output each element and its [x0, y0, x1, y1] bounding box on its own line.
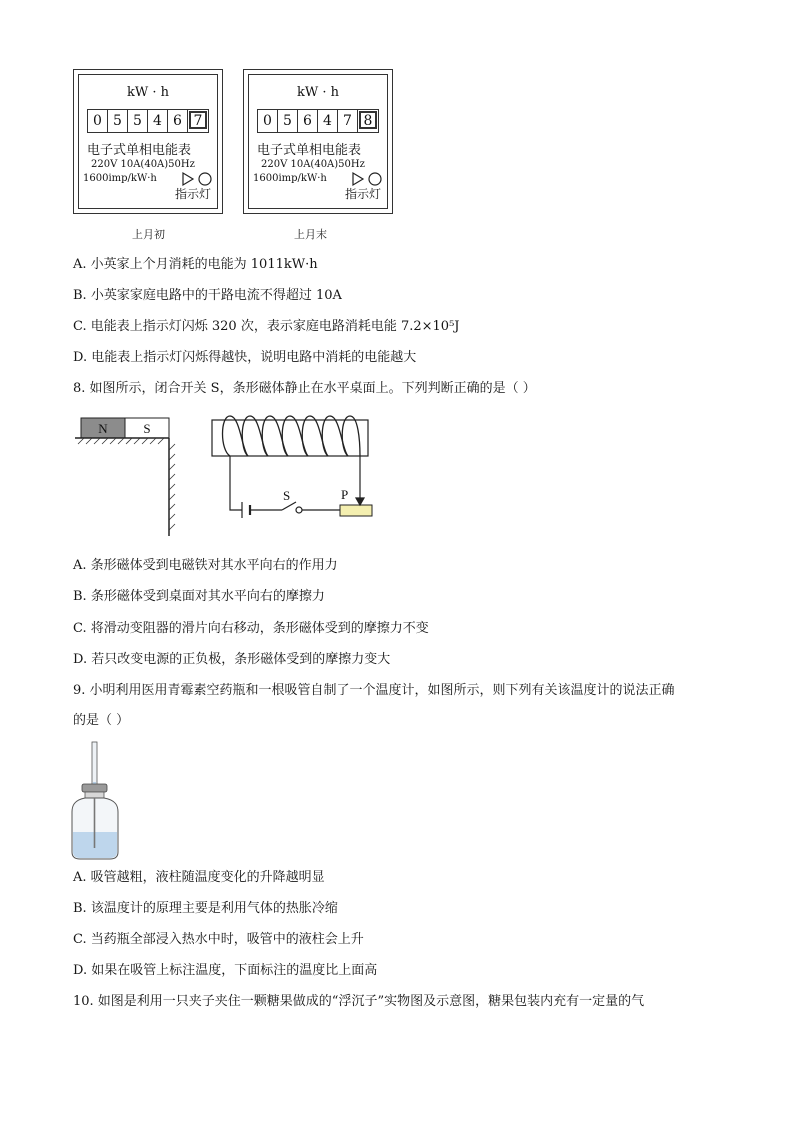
meter-spec-rating: 220V 10A(40A)50Hz: [261, 159, 365, 170]
meter-digit: 6: [298, 110, 318, 132]
meter-digit: 6: [168, 110, 188, 132]
q7-option-b: B. 小英家家庭电路中的干路电流不得超过 10A: [73, 288, 342, 303]
battery-icon: [242, 502, 250, 518]
q8-option-a: A. 条形磁体受到电磁铁对其水平向右的作用力: [73, 558, 338, 573]
q8-stem: 8. 如图所示，闭合开关 S，条形磁体静止在水平桌面上。下列判断正确的是（ ）: [73, 381, 536, 396]
meter-spec-constant: 1600imp/kW·h: [253, 173, 327, 184]
q9-option-b: B. 该温度计的原理主要是利用气体的热胀冷缩: [73, 901, 338, 916]
meter-digit-decimal: 7: [189, 111, 207, 129]
meter-caption: 上月初: [132, 228, 165, 241]
magnet-s-label: S: [143, 421, 151, 436]
meter-spec-constant: 1600imp/kW·h: [83, 173, 157, 184]
q8-option-b: B. 条形磁体受到桌面对其水平向右的摩擦力: [73, 589, 325, 604]
meter-digit: 4: [318, 110, 338, 132]
q8-option-c: C. 将滑动变阻器的滑片向右移动，条形磁体受到的摩擦力不变: [73, 621, 429, 636]
rheostat: [340, 505, 372, 516]
meter-digit: 0: [88, 110, 108, 132]
meter-unit: kW · h: [296, 85, 339, 100]
meter-digit: 4: [148, 110, 168, 132]
meter-digits: [257, 109, 379, 133]
meter-lamp-label: 指示灯: [174, 187, 211, 201]
q8-option-d: D. 若只改变电源的正负极，条形磁体受到的摩擦力变大: [73, 652, 391, 667]
q9-option-d: D. 如果在吸管上标注温度，下面标注的温度比上面高: [73, 963, 378, 978]
meter-digits: [87, 109, 209, 133]
meter-unit: kW · h: [126, 85, 169, 100]
q10-stem: 10. 如图是利用一只夹子夹住一颗糖果做成的“浮沉子”实物图及示意图，糖果包装内充有一定量的气: [73, 994, 645, 1009]
meter-end: [243, 69, 393, 214]
q7-option-c: C. 电能表上指示灯闪烁 320 次，表示家庭电路消耗电能 7.2×10⁵J: [73, 319, 460, 334]
q9-option-a: A. 吸管越粗，液柱随温度变化的升降越明显: [73, 870, 325, 885]
switch-label: S: [283, 488, 291, 503]
meter-digit-decimal: 8: [359, 111, 377, 129]
bottle-neck: [85, 792, 104, 798]
electromagnet-diagram: [70, 410, 390, 540]
q9-stem-line2: 的是（ ）: [73, 713, 130, 728]
slider-arrow: [356, 470, 364, 505]
meter-lamp-label: 指示灯: [344, 187, 381, 201]
thermometer-bottle-diagram: [68, 740, 128, 862]
q9-option-c: C. 当药瓶全部浸入热水中时，吸管中的液柱会上升: [73, 932, 364, 947]
meter-digit: 5: [108, 110, 128, 132]
table-surface: [75, 438, 175, 536]
magnet-n-label: N: [98, 421, 108, 436]
switch-icon: [282, 502, 302, 513]
slider-label: P: [341, 487, 349, 502]
meter-start: [73, 69, 223, 214]
meter-digit: 0: [258, 110, 278, 132]
q9-stem-line1: 9. 小明利用医用青霉素空药瓶和一根吸管自制了一个温度计，如图所示，则下列有关该温度计的说法正确: [73, 683, 675, 698]
meter-digit: 5: [128, 110, 148, 132]
q7-option-d: D. 电能表上指示灯闪烁得越快，说明电路中消耗的电能越大: [73, 350, 417, 365]
meter-spec-rating: 220V 10A(40A)50Hz: [91, 159, 195, 170]
meter-name: 电子式单相电能表: [257, 143, 362, 158]
bottle-cap: [82, 784, 107, 792]
meter-name: 电子式单相电能表: [87, 143, 192, 158]
meter-caption: 上月末: [294, 228, 327, 241]
meter-digit: 5: [278, 110, 298, 132]
q7-option-a: A. 小英家上个月消耗的电能为 1011kW·h: [73, 257, 318, 272]
meter-digit: 7: [338, 110, 358, 132]
